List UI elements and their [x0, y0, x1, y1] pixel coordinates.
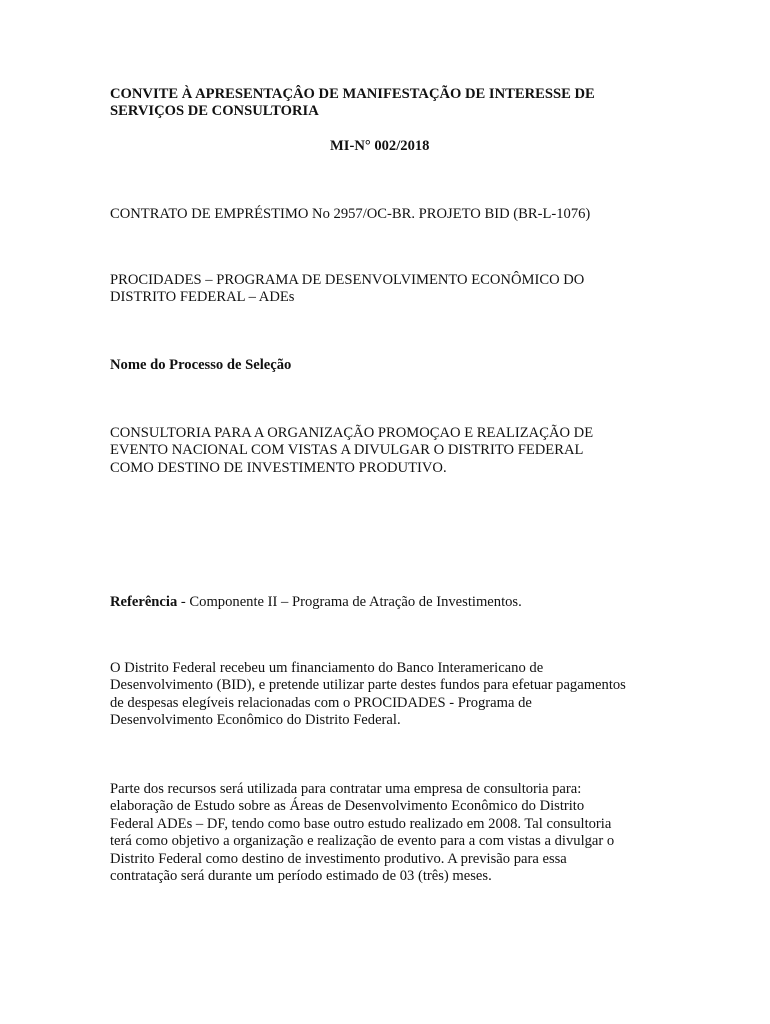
reference-line: [110, 594, 670, 611]
reference-text: - Componente II – Programa de Atração de Investimentos.: [177, 594, 522, 610]
paragraph-line: Federal ADEs – DF, tendo como base outro estudo realizado em 2008. Tal consultoria: [110, 815, 612, 832]
paragraph-line: de despesas elegíveis relacionadas com o PROCIDADES - Programa de: [110, 694, 532, 711]
document-title: [110, 86, 670, 121]
paragraph-line: O Distrito Federal recebeu um financiamento do Banco Interamericano de: [110, 660, 544, 676]
process-name-line: COMO DESTINO DE INVESTIMENTO PRODUTIVO.: [110, 459, 447, 476]
paragraph-line: Distrito Federal como destino de investimento produtivo. A previsão para essa: [110, 850, 567, 867]
paragraph-line: elaboração de Estudo sobre as Áreas de Desenvolvimento Econômico do Distrito: [110, 798, 585, 815]
paragraph-line: contratação será durante um período estimado de 03 (três) meses.: [110, 868, 492, 885]
reference-label: Referência: [110, 594, 178, 610]
paragraph-line: Parte dos recursos será utilizada para contratar uma empresa de consultoria para:: [110, 781, 582, 797]
reference-number: MI-N° 002/2018: [330, 138, 430, 154]
paragraph-line: Desenvolvimento Econômico do Distrito Federal.: [110, 712, 401, 729]
program-line: PROCIDADES – PROGRAMA DE DESENVOLVIMENTO ECONÔMICO DO: [110, 272, 585, 288]
process-name: [110, 425, 670, 477]
process-name-line: EVENTO NACIONAL COM VISTAS A DIVULGAR O DISTRITO FEDERAL: [110, 442, 584, 459]
program-line: DISTRITO FEDERAL – ADEs: [110, 289, 295, 306]
process-name-line: CONSULTORIA PARA A ORGANIZAÇÃO PROMOÇAO E REALIZAÇÃO DE: [110, 425, 594, 441]
process-label: Nome do Processo de Seleção: [110, 357, 292, 373]
paragraph-line: Desenvolvimento (BID), e pretende utilizar parte destes fundos para efetuar pagamentos: [110, 677, 626, 694]
paragraph-line: terá como objetivo a organização e realização de evento para a com vistas a divulgar o: [110, 833, 615, 850]
title-line: CONVITE À APRESENTAÇÂO DE MANIFESTAÇÃO DE INTERESSE DE: [110, 86, 595, 102]
program-name: [110, 272, 670, 307]
paragraph-financing: [110, 660, 670, 730]
title-line: SERVIÇOS DE CONSULTORIA: [110, 103, 319, 120]
paragraph-consulting: [110, 781, 670, 885]
contract-line: CONTRATO DE EMPRÉSTIMO No 2957/OC-BR. PROJETO BID (BR-L-1076): [110, 206, 591, 222]
